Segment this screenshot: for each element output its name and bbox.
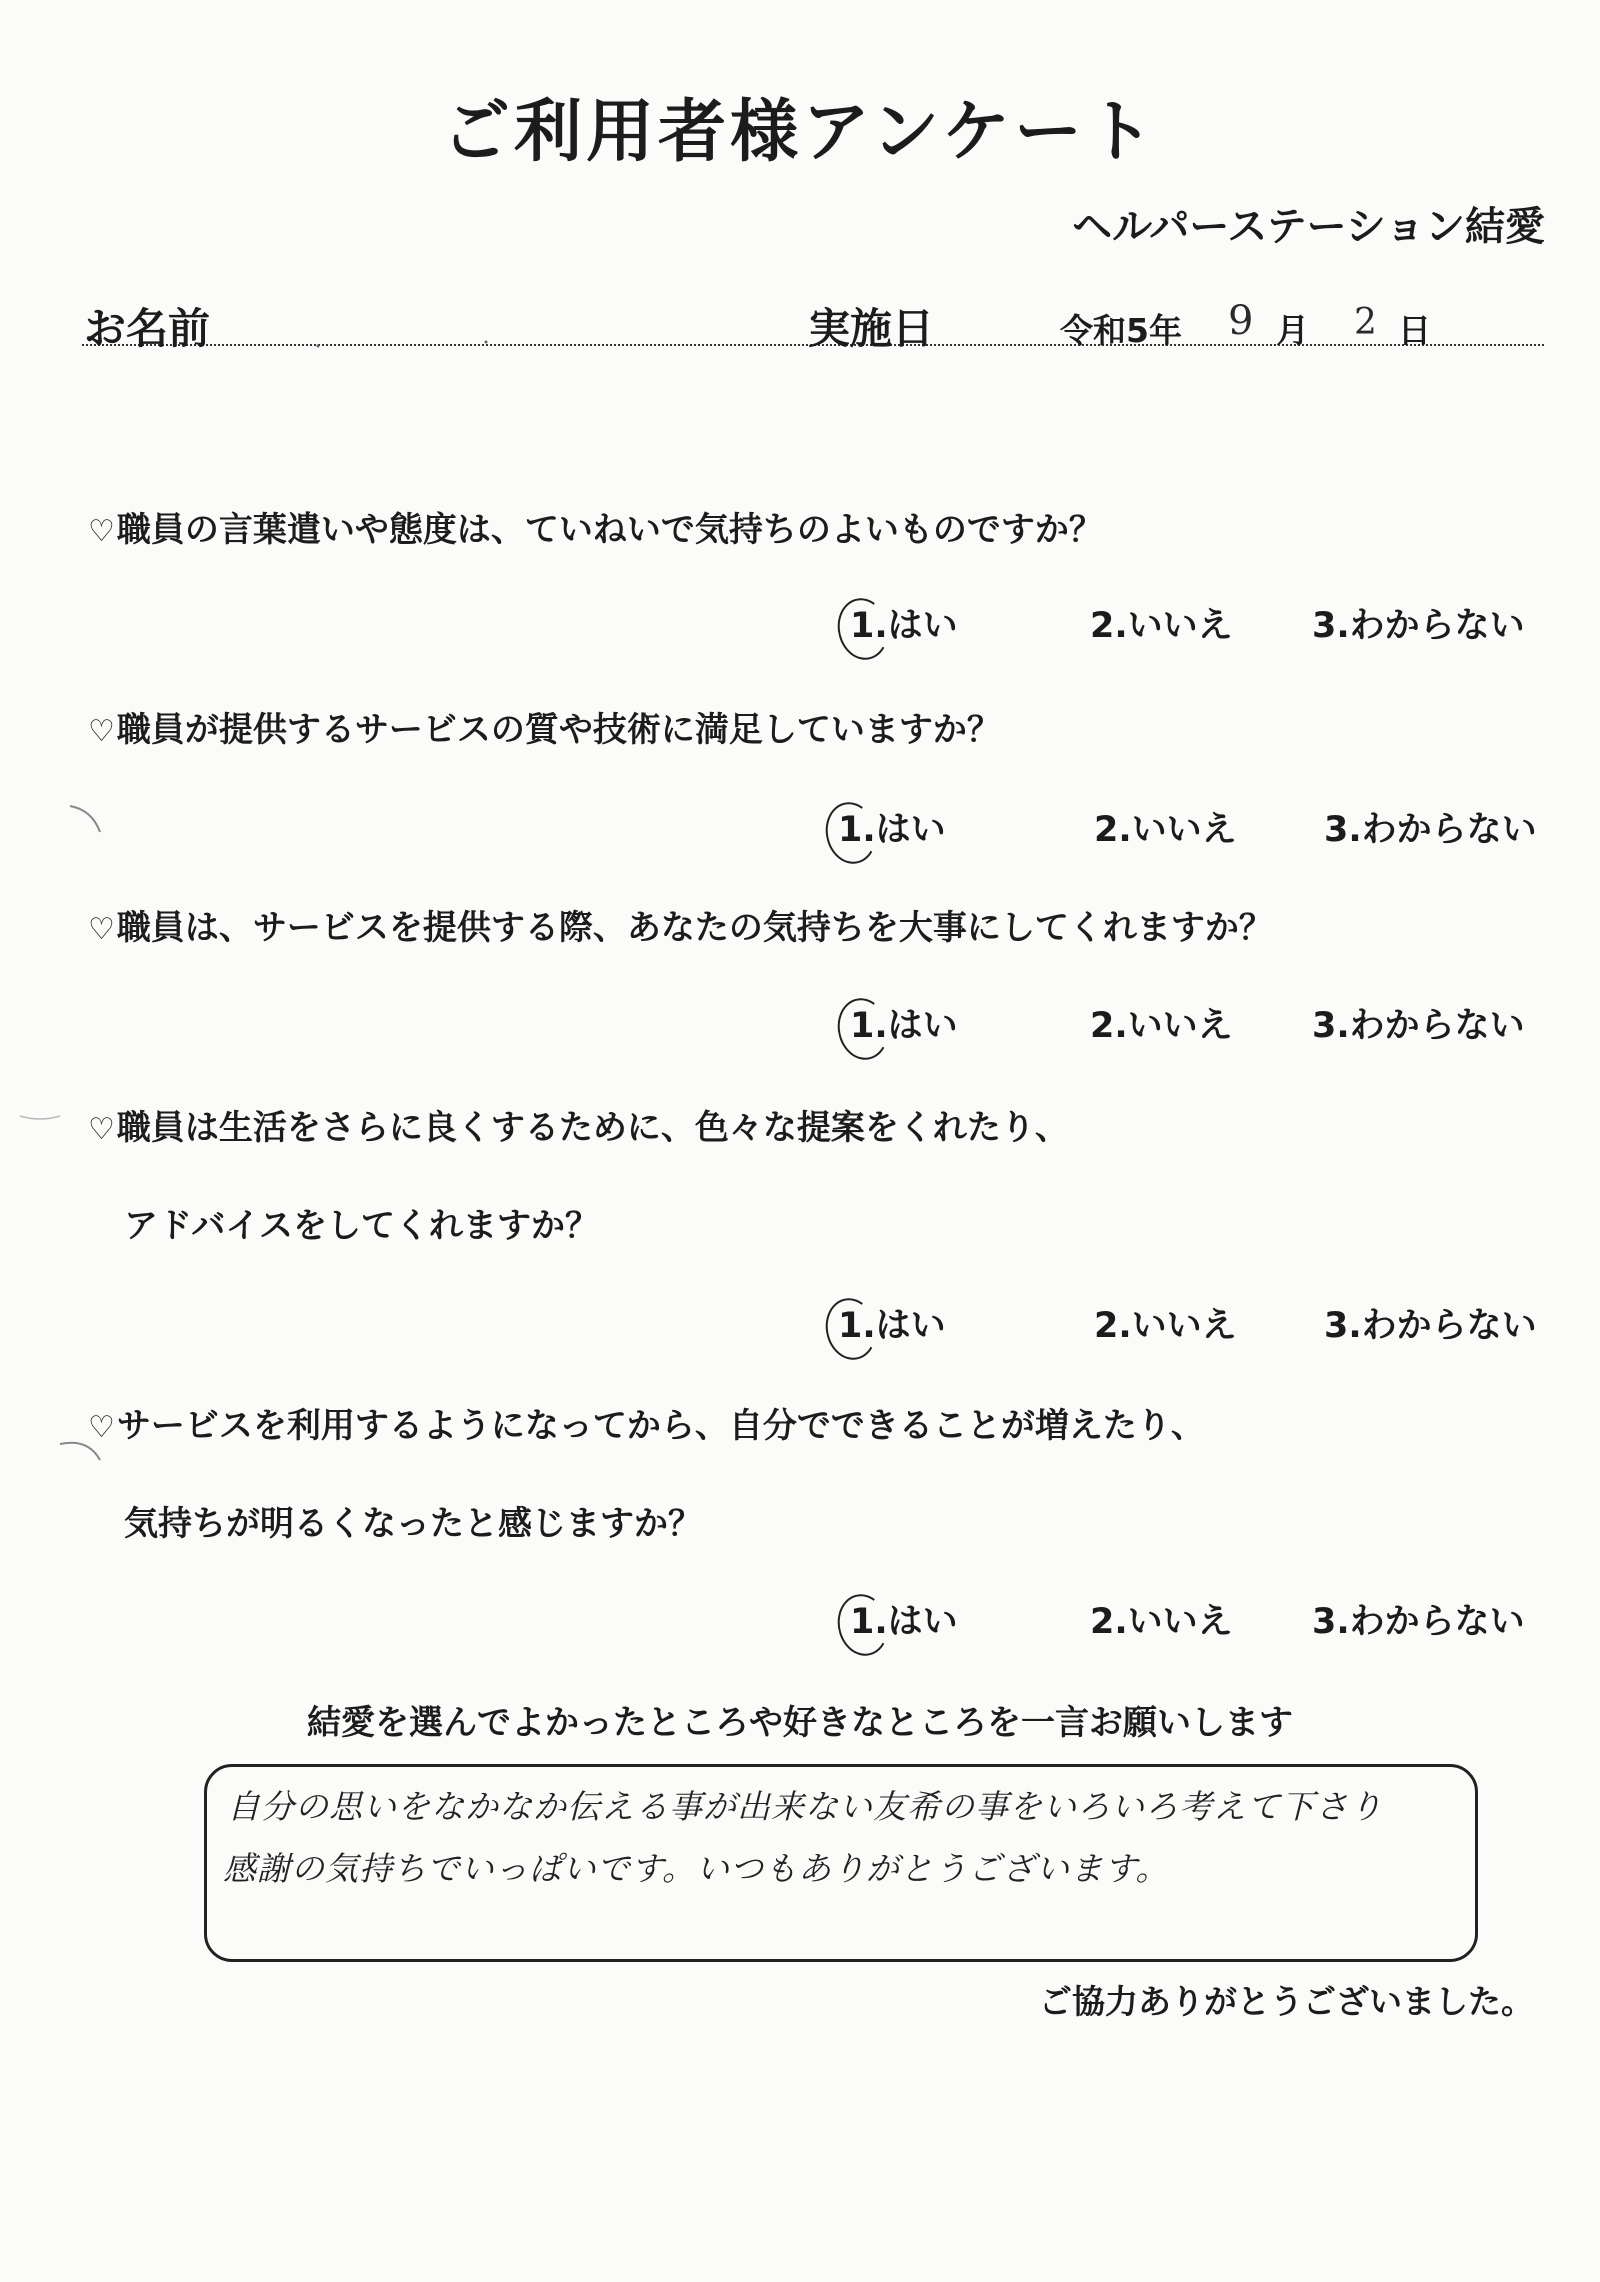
question-5-text-line-2: 気持ちが明るくなったと感じますか？: [124, 1504, 702, 1544]
heart-icon: ♡: [88, 1112, 115, 1147]
q5-option-yes[interactable]: 1 .はい: [850, 1594, 958, 1644]
name-label: お名前: [84, 304, 211, 353]
question-4-text-line-2: アドバイスをしてくれますか？: [124, 1206, 599, 1246]
q3-option-yes[interactable]: 1 .はい: [850, 998, 958, 1048]
date-month-label: 月: [1276, 311, 1309, 350]
comment-heading: 結愛を選んでよかったところや好きなところを一言お願いします: [307, 1703, 1293, 1743]
q4-option-no[interactable]: 2.いいえ: [1094, 1306, 1237, 1346]
comment-line-2: 感謝の気持ちでいっぱいです。いつもありがとうございます。: [223, 1849, 1170, 1888]
date-era-year: 令和5年: [1060, 311, 1182, 350]
date-day-label: 日: [1398, 311, 1431, 350]
heart-icon: ♡: [88, 1410, 115, 1445]
q2-option-yes[interactable]: 1 .はい: [838, 802, 946, 852]
heart-icon: ♡: [88, 912, 115, 947]
q4-option-unknown[interactable]: 3.わからない: [1324, 1306, 1537, 1346]
q1-option-yes[interactable]: 1 .はい: [850, 598, 958, 648]
date-month-value[interactable]: 9: [1228, 298, 1254, 344]
q1-option-unknown[interactable]: 3.わからない: [1312, 606, 1525, 646]
q3-option-no[interactable]: 2.いいえ: [1090, 1006, 1233, 1046]
question-2-text: 職員が提供するサービスの質や技術に満足していますか？: [116, 710, 1001, 750]
question-3-text: 職員は、サービスを提供する際、あなたの気持ちを大事にしてくれますか？: [116, 908, 1273, 948]
q4-option-yes[interactable]: 1 .はい: [838, 1298, 946, 1348]
date-label: 実施日: [808, 304, 935, 353]
heart-icon: ♡: [88, 514, 115, 549]
q5-option-no[interactable]: 2.いいえ: [1090, 1602, 1233, 1642]
q2-option-unknown[interactable]: 3.わからない: [1324, 810, 1537, 850]
q3-option-unknown[interactable]: 3.わからない: [1312, 1006, 1525, 1046]
question-4-text-line-1: 職員は生活をさらに良くするために、色々な提案をくれたり、: [116, 1108, 1069, 1148]
date-day-value[interactable]: 2: [1354, 302, 1377, 343]
q2-option-no[interactable]: 2.いいえ: [1094, 810, 1237, 850]
question-1-text: 職員の言葉遣いや態度は、ていねいで気持ちのよいものですか？: [116, 510, 1103, 550]
q1-option-no[interactable]: 2.いいえ: [1090, 606, 1233, 646]
organization-name: ヘルパーステーション結愛: [1072, 204, 1545, 250]
page-title: ご利用者様アンケート: [442, 93, 1158, 172]
closing-message: ご協力ありがとうございました。: [1039, 1982, 1534, 2021]
comment-line-1: 自分の思いをなかなか伝える事が出来ない友希の事をいろいろ考えて下さり: [227, 1787, 1383, 1826]
q5-option-unknown[interactable]: 3.わからない: [1312, 1602, 1525, 1642]
question-5-text-line-1: サービスを利用するようになってから、自分でできることが増えたり、: [116, 1406, 1205, 1446]
heart-icon: ♡: [88, 714, 115, 749]
